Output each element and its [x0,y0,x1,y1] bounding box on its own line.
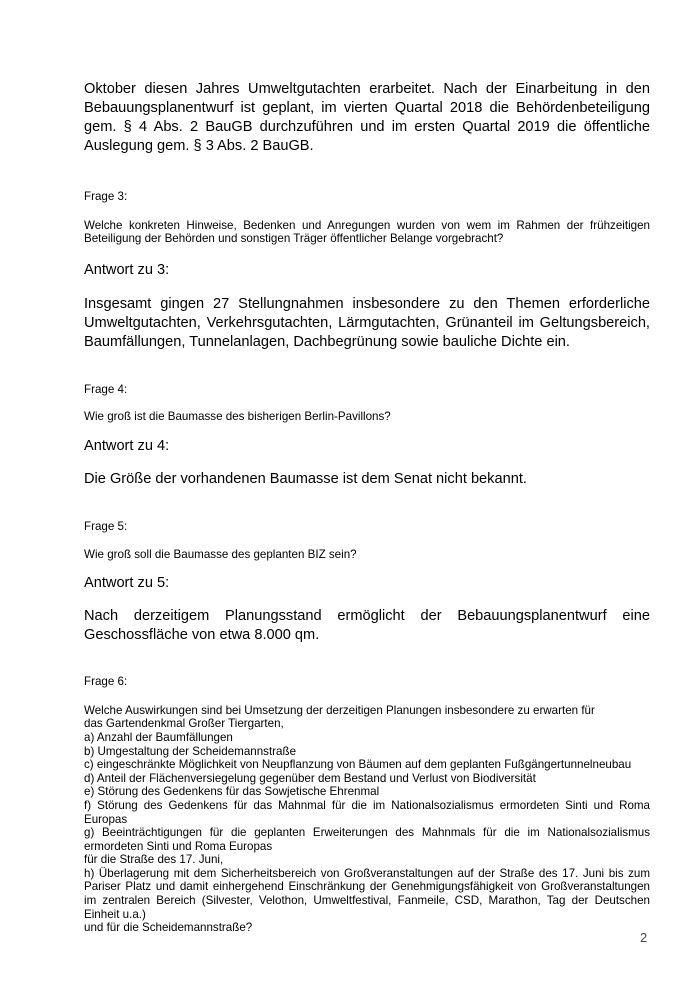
question-6-street-line: für die Straße des 17. Juni, [84,853,224,867]
question-6-intro-line-1: Welche Auswirkungen sind bei Umsetzung der derzeitigen Planungen insbesondere zu erwarten für [84,703,595,717]
question-6-item-f: f) Störung des Gedenkens für das Mahnmal für die im Nationalsozialismus ermordeten Sinti und Roma Europas [84,798,650,826]
question-6-item-e: e) Störung des Gedenkens für das Sowjetische Ehrenmal [84,785,380,799]
question-3-text: Welche konkreten Hinweise, Bedenken und Anregungen wurden von wem im Rahmen der frühzeitigen Beteiligung der Behörden und sonstigen Träger öffentlicher Belange vorgebracht? [84,218,650,246]
answer-4-text: Die Größe der vorhandenen Baumasse ist dem Senat nicht bekannt. [84,470,527,487]
document-page [84,80,650,935]
answer-5-label: Antwort zu 5: [84,575,170,592]
question-5-label: Frage 5: [84,519,128,533]
question-6-intro-line-2: das Gartendenkmal Großer Tiergarten, [84,717,284,731]
question-6-label: Frage 6: [84,675,128,689]
question-4-label: Frage 4: [84,382,128,396]
intro-paragraph: Oktober diesen Jahres Umweltgutachten erarbeitet. Nach der Einarbeitung in den Bebauungsplanentwurf ist geplant, im vierten Quartal 2018 die Behördenbeteiligung gem. § 4 Abs. 2 BauGB durchzuführen und im ersten Quartal 2019 die öffentliche Auslegung gem. § 3 Abs. 2 BauGB. [84,81,650,154]
question-6-last-line: und für die Scheidemannstraße? [84,921,253,935]
question-6-item-h: h) Überlagerung mit dem Sicherheitsbereich von Großveranstaltungen auf der Straße des 17. Juni bis zum Pariser Platz und damit einhergehend Einschränkung der Genehmigungsfähigkeit von Großveranstaltungen im zentralen Bereich (Silvester, Velothon, Umweltfestival, Fanmeile, CSD, Marathon, Tag der Deutschen Einheit u.a.) [84,866,650,921]
answer-3-label: Antwort zu 3: [84,261,170,278]
question-4-text: Wie groß ist die Baumasse des bisherigen Berlin-Pavillons? [84,410,391,424]
question-6-text [84,704,650,935]
question-5-text: Wie groß soll die Baumasse des geplanten BIZ sein? [84,547,357,561]
answer-5-text: Nach derzeitigem Planungsstand ermöglicht der Bebauungsplanentwurf eine Geschossfläche von etwa 8.000 qm. [84,608,650,644]
question-6-item-d: d) Anteil der Flächenversiegelung gegenüber dem Bestand und Verlust von Biodiversität [84,771,536,785]
page-number: 2 [640,930,648,945]
answer-4-label: Antwort zu 4: [84,437,170,454]
answer-3-text: Insgesamt gingen 27 Stellungnahmen insbesondere zu den Themen erforderliche Umweltgutachten, Verkehrsgutachten, Lärmgutachten, Grünanteil im Geltungsbereich, Baumfällungen, Tunnelanlagen, Dachbegrünung sowie bauliche Dichte ein. [84,295,650,350]
question-6-item-b: b) Umgestaltung der Scheidemannstraße [84,744,297,758]
question-3-label: Frage 3: [84,190,128,203]
question-6-item-a: a) Anzahl der Baumfällungen [84,730,233,744]
question-6-item-g: g) Beeinträchtigungen für die geplanten Erweiterungen des Mahnmals für die im Nationalsozialismus ermordeten Sinti und Roma Europas [84,826,650,853]
question-6-item-c: c) eingeschränkte Möglichkeit von Neupflanzung von Bäumen auf dem geplanten Fußgängertunnelneubau [84,758,632,772]
